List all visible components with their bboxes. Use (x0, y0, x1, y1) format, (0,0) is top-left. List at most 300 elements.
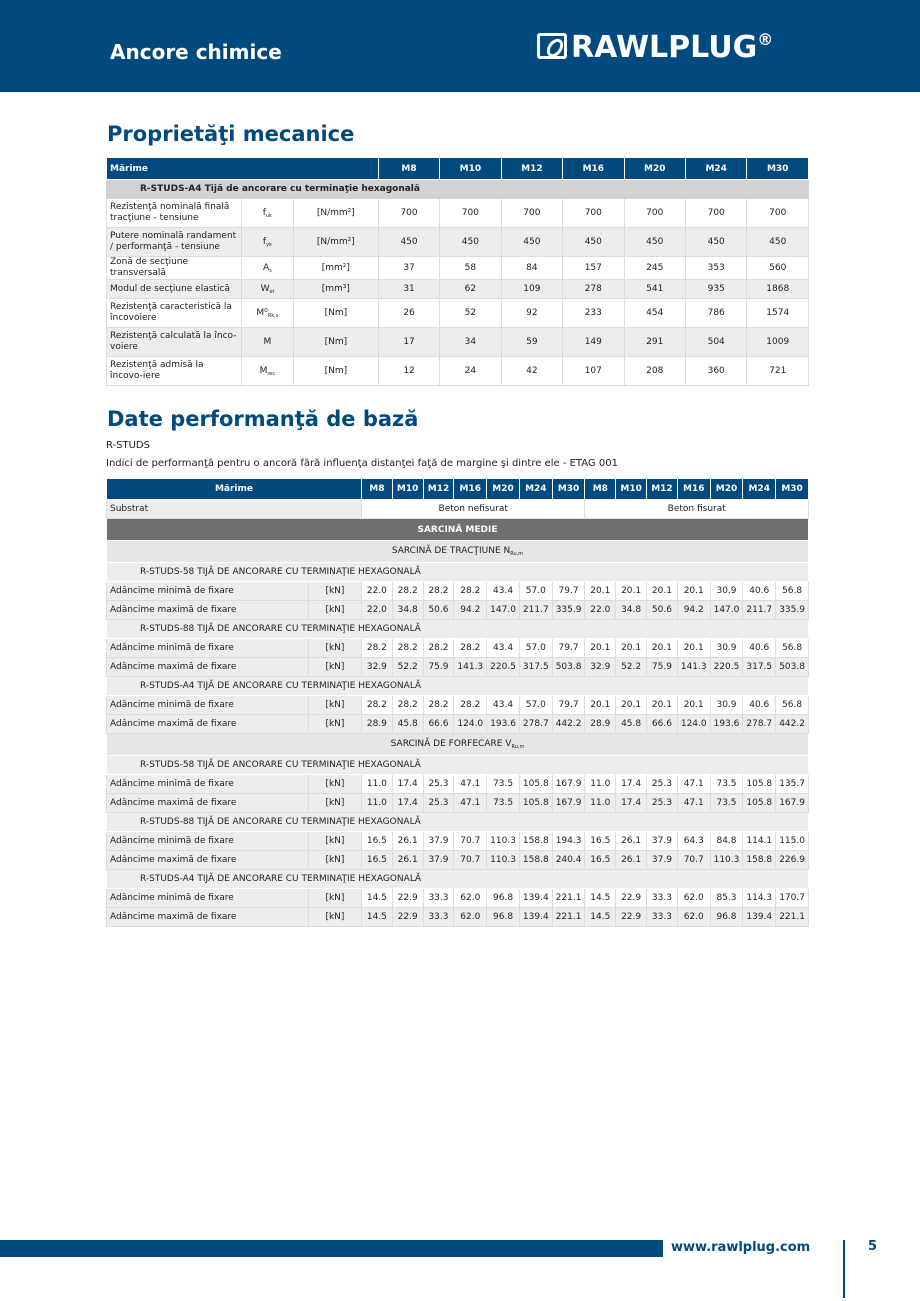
value-cell: 57.0 (519, 639, 552, 658)
size-header: M10 (392, 479, 423, 500)
symbol-main: W (260, 283, 270, 294)
value-cell: 37.9 (647, 851, 678, 870)
value-cell: 26 (378, 299, 439, 328)
footer-url[interactable]: www.rawlplug.com (671, 1240, 811, 1255)
value-cell: 50.6 (423, 601, 454, 620)
value-cell: 62 (440, 280, 501, 299)
size-header: M24 (685, 158, 746, 180)
value-cell: 721 (747, 357, 809, 386)
brand-mark-icon (537, 33, 567, 59)
value-cell: 167.9 (552, 775, 585, 794)
table-row (107, 299, 809, 328)
value-cell: 30.9 (710, 696, 743, 715)
value-cell: 66.6 (423, 715, 454, 734)
value-cell: 450 (501, 228, 562, 257)
section1-title: Proprietăţi mecanice (107, 122, 355, 146)
size-header: M30 (747, 158, 809, 180)
symbol-subscript: s (269, 267, 272, 274)
row-symbol (241, 299, 293, 328)
row-unit: [kN] (308, 715, 361, 734)
data-row (107, 696, 809, 715)
data-row (107, 794, 809, 813)
value-cell: 240.4 (552, 851, 585, 870)
value-cell: 58 (440, 257, 501, 280)
value-cell: 11.0 (362, 775, 393, 794)
value-cell: 208 (624, 357, 685, 386)
symbol-subscript: uk (265, 212, 272, 219)
row-label: Adâncime maximă de fixare (107, 715, 309, 734)
size-header: M24 (519, 479, 552, 500)
row-label: Rezistenţă caracteristică la încovoiere (107, 299, 242, 328)
value-cell: 141.3 (677, 658, 710, 677)
value-cell: 40.6 (743, 639, 776, 658)
value-cell: 450 (440, 228, 501, 257)
footer-bar (0, 1240, 663, 1257)
value-cell: 335.9 (776, 601, 809, 620)
load-section-row (107, 734, 809, 756)
value-cell: 62.0 (677, 889, 710, 908)
value-cell: 442.2 (552, 715, 585, 734)
load-label: SARCINĂ MEDIE (107, 519, 809, 541)
value-cell: 25.3 (423, 794, 454, 813)
row-label: Adâncime maximă de fixare (107, 908, 309, 927)
value-cell: 22.0 (362, 582, 393, 601)
value-cell: 158.8 (519, 851, 552, 870)
row-label: Rezistenţă calculată la înco-voiere (107, 328, 242, 357)
row-label: Adâncime maximă de fixare (107, 601, 309, 620)
row-unit: [Nm] (293, 357, 378, 386)
value-cell: 14.5 (362, 908, 393, 927)
symbol-subscript: yk (265, 241, 272, 248)
value-cell: 33.3 (423, 889, 454, 908)
size-header: M20 (487, 479, 520, 500)
value-cell: 245 (624, 257, 685, 280)
value-cell: 56.8 (776, 582, 809, 601)
value-cell: 14.5 (585, 889, 616, 908)
value-cell: 34.8 (616, 601, 647, 620)
size-header: M12 (501, 158, 562, 180)
row-unit: [N/mm²] (293, 199, 378, 228)
header-label: Mărime (107, 158, 379, 180)
value-cell: 20.1 (677, 696, 710, 715)
value-cell: 28.2 (362, 696, 393, 715)
table-header-row (107, 479, 809, 500)
value-cell: 17.4 (392, 794, 423, 813)
value-cell: 33.3 (647, 908, 678, 927)
value-cell: 139.4 (519, 889, 552, 908)
product-group-name: R-STUDS-A4 TIJĂ DE ANCORARE CU TERMINAŢIE HEXAGONALĂ (107, 870, 809, 889)
row-unit: [kN] (308, 658, 361, 677)
value-cell: 28.2 (392, 639, 423, 658)
value-cell: 124.0 (454, 715, 487, 734)
header-label: Mărime (107, 479, 362, 500)
load-section-subscript: Ru,m (511, 744, 525, 750)
value-cell: 221.1 (552, 889, 585, 908)
value-cell: 37.9 (647, 832, 678, 851)
value-cell: 20.1 (647, 639, 678, 658)
product-group-name: R-STUDS-58 TIJĂ DE ANCORARE CU TERMINAŢIE HEXAGONALĂ (107, 756, 809, 775)
value-cell: 105.8 (519, 775, 552, 794)
brand-logo (537, 30, 773, 65)
value-cell: 14.5 (585, 908, 616, 927)
value-cell: 110.3 (487, 832, 520, 851)
row-unit: [kN] (308, 908, 361, 927)
value-cell: 64.3 (677, 832, 710, 851)
row-label: Rezistenţă admisă la încovo-iere (107, 357, 242, 386)
value-cell: 70.7 (454, 851, 487, 870)
load-section-text: SARCINĂ DE TRACŢIUNE N (391, 546, 511, 556)
value-cell: 33.3 (647, 889, 678, 908)
value-cell: 20.1 (647, 696, 678, 715)
value-cell: 43.4 (487, 696, 520, 715)
value-cell: 34 (440, 328, 501, 357)
value-cell: 52 (440, 299, 501, 328)
row-label: Rezistenţă nominală finală tracţiune - tensiune (107, 199, 242, 228)
value-cell: 220.5 (710, 658, 743, 677)
substrat-uncracked: Beton nefisurat (362, 500, 585, 519)
size-header: M10 (440, 158, 501, 180)
product-group-name: R-STUDS-A4 TIJĂ DE ANCORARE CU TERMINAŢIE HEXAGONALĂ (107, 677, 809, 696)
value-cell: 73.5 (710, 794, 743, 813)
size-header: M20 (624, 158, 685, 180)
value-cell: 16.5 (585, 851, 616, 870)
size-header: M10 (616, 479, 647, 500)
page-number: 5 (868, 1239, 878, 1254)
value-cell: 28.2 (454, 639, 487, 658)
value-cell: 105.8 (519, 794, 552, 813)
value-cell: 115.0 (776, 832, 809, 851)
value-cell: 700 (501, 199, 562, 228)
value-cell: 33.3 (423, 908, 454, 927)
section2-description: Indici de performanţă pentru o ancoră fără influenţa distanţei faţă de margine şi dintre ele - ETAG 001 (106, 458, 618, 469)
value-cell: 450 (563, 228, 624, 257)
size-header: M12 (423, 479, 454, 500)
table-row (107, 357, 809, 386)
value-cell: 37 (378, 257, 439, 280)
load-section-title (107, 734, 809, 756)
size-header: M8 (378, 158, 439, 180)
value-cell: 193.6 (487, 715, 520, 734)
value-cell: 28.2 (362, 639, 393, 658)
row-unit: [kN] (308, 775, 361, 794)
value-cell: 52.2 (616, 658, 647, 677)
value-cell: 17 (378, 328, 439, 357)
value-cell: 73.5 (487, 775, 520, 794)
value-cell: 935 (685, 280, 746, 299)
value-cell: 317.5 (519, 658, 552, 677)
row-symbol (241, 228, 293, 257)
value-cell: 109 (501, 280, 562, 299)
value-cell: 135.7 (776, 775, 809, 794)
symbol-main: f (262, 207, 266, 218)
row-unit: [kN] (308, 696, 361, 715)
value-cell: 503.8 (776, 658, 809, 677)
table-row (107, 199, 809, 228)
value-cell: 17.4 (392, 775, 423, 794)
value-cell: 32.9 (585, 658, 616, 677)
value-cell: 124.0 (677, 715, 710, 734)
row-unit: [N/mm²] (293, 228, 378, 257)
value-cell: 20.1 (616, 639, 647, 658)
product-name: R-STUDS (106, 440, 150, 451)
value-cell: 47.1 (454, 794, 487, 813)
value-cell: 57.0 (519, 582, 552, 601)
value-cell: 52.2 (392, 658, 423, 677)
value-cell: 158.8 (743, 851, 776, 870)
value-cell: 147.0 (710, 601, 743, 620)
value-cell: 96.8 (487, 908, 520, 927)
value-cell: 22.0 (362, 601, 393, 620)
data-row (107, 639, 809, 658)
value-cell: 700 (378, 199, 439, 228)
table-row (107, 328, 809, 357)
substrat-cracked: Beton fisurat (585, 500, 809, 519)
value-cell: 42 (501, 357, 562, 386)
value-cell: 167.9 (552, 794, 585, 813)
row-label: Adâncime minimă de fixare (107, 582, 309, 601)
product-group-row (107, 677, 809, 696)
value-cell: 79.7 (552, 696, 585, 715)
value-cell: 233 (563, 299, 624, 328)
size-header: M16 (454, 479, 487, 500)
data-row (107, 775, 809, 794)
value-cell: 92 (501, 299, 562, 328)
value-cell: 139.4 (519, 908, 552, 927)
row-unit: [mm²] (293, 257, 378, 280)
load-section-text: SARCINĂ DE FORFECARE V (390, 739, 512, 749)
value-cell: 278.7 (519, 715, 552, 734)
value-cell: 149 (563, 328, 624, 357)
substrat-label: Substrat (107, 500, 362, 519)
value-cell: 22.9 (616, 908, 647, 927)
value-cell: 20.1 (677, 639, 710, 658)
value-cell: 194.3 (552, 832, 585, 851)
value-cell: 20.1 (616, 582, 647, 601)
value-cell: 22.9 (392, 908, 423, 927)
substrat-row (107, 500, 809, 519)
value-cell: 57.0 (519, 696, 552, 715)
brand-name: RAWLPLUG (571, 30, 758, 65)
value-cell: 317.5 (743, 658, 776, 677)
product-subheader: R-STUDS-A4 Tijă de ancorare cu terminaţie hexagonală (107, 180, 809, 199)
value-cell: 541 (624, 280, 685, 299)
value-cell: 454 (624, 299, 685, 328)
value-cell: 26.1 (616, 851, 647, 870)
value-cell: 139.4 (743, 908, 776, 927)
value-cell: 503.8 (552, 658, 585, 677)
row-unit: [kN] (308, 794, 361, 813)
load-type-row (107, 519, 809, 541)
value-cell: 211.7 (743, 601, 776, 620)
value-cell: 25.3 (647, 775, 678, 794)
row-symbol (241, 328, 293, 357)
table-row (107, 228, 809, 257)
value-cell: 22.9 (392, 889, 423, 908)
row-symbol (241, 199, 293, 228)
value-cell: 12 (378, 357, 439, 386)
value-cell: 70.7 (677, 851, 710, 870)
load-section-subscript: Ru,m (510, 551, 524, 557)
value-cell: 47.1 (677, 775, 710, 794)
value-cell: 96.8 (710, 908, 743, 927)
product-group-row (107, 813, 809, 832)
page-header (0, 0, 920, 92)
value-cell: 84 (501, 257, 562, 280)
row-label: Adâncime maximă de fixare (107, 794, 309, 813)
value-cell: 700 (624, 199, 685, 228)
symbol-main: A (262, 262, 270, 273)
value-cell: 141.3 (454, 658, 487, 677)
size-header: M30 (552, 479, 585, 500)
row-label: Modul de secţiune elastică (107, 280, 242, 299)
row-unit: [kN] (308, 601, 361, 620)
value-cell: 31 (378, 280, 439, 299)
value-cell: 16.5 (585, 832, 616, 851)
row-label: Adâncime minimă de fixare (107, 889, 309, 908)
value-cell: 11.0 (362, 794, 393, 813)
value-cell: 62.0 (454, 908, 487, 927)
row-label: Adâncime maximă de fixare (107, 658, 309, 677)
load-section-row (107, 541, 809, 563)
value-cell: 96.8 (487, 889, 520, 908)
product-group-row (107, 756, 809, 775)
data-row (107, 601, 809, 620)
data-row (107, 908, 809, 927)
value-cell: 20.1 (585, 639, 616, 658)
product-group-row (107, 870, 809, 889)
value-cell: 28.9 (362, 715, 393, 734)
value-cell: 110.3 (710, 851, 743, 870)
data-row (107, 851, 809, 870)
value-cell: 226.9 (776, 851, 809, 870)
size-header: M8 (362, 479, 393, 500)
value-cell: 16.5 (362, 832, 393, 851)
value-cell: 45.8 (616, 715, 647, 734)
footer-divider (843, 1240, 845, 1298)
value-cell: 62.0 (677, 908, 710, 927)
table-subheader-row (107, 180, 809, 199)
value-cell: 221.1 (552, 908, 585, 927)
size-header: M20 (710, 479, 743, 500)
value-cell: 278.7 (743, 715, 776, 734)
value-cell: 20.1 (647, 582, 678, 601)
value-cell: 700 (563, 199, 624, 228)
registered-mark: ® (757, 30, 774, 49)
value-cell: 278 (563, 280, 624, 299)
value-cell: 59 (501, 328, 562, 357)
value-cell: 28.2 (454, 696, 487, 715)
value-cell: 442.2 (776, 715, 809, 734)
size-header: M30 (776, 479, 809, 500)
value-cell: 75.9 (423, 658, 454, 677)
value-cell: 700 (685, 199, 746, 228)
value-cell: 37.9 (423, 851, 454, 870)
value-cell: 25.3 (423, 775, 454, 794)
symbol-subscript: Rk,s (267, 312, 279, 319)
row-label: Adâncime minimă de fixare (107, 832, 309, 851)
value-cell: 107 (563, 357, 624, 386)
data-row (107, 715, 809, 734)
value-cell: 70.7 (454, 832, 487, 851)
row-label: Adâncime minimă de fixare (107, 696, 309, 715)
value-cell: 353 (685, 257, 746, 280)
value-cell: 786 (685, 299, 746, 328)
value-cell: 30.9 (710, 582, 743, 601)
size-header: M24 (743, 479, 776, 500)
value-cell: 34.8 (392, 601, 423, 620)
value-cell: 28.2 (454, 582, 487, 601)
value-cell: 28.2 (423, 582, 454, 601)
value-cell: 26.1 (392, 851, 423, 870)
value-cell: 28.2 (392, 582, 423, 601)
value-cell: 20.1 (585, 582, 616, 601)
value-cell: 11.0 (585, 775, 616, 794)
row-unit: [kN] (308, 582, 361, 601)
table-row (107, 257, 809, 280)
value-cell: 28.2 (423, 696, 454, 715)
value-cell: 560 (747, 257, 809, 280)
value-cell: 40.6 (743, 696, 776, 715)
product-group-name: R-STUDS-58 TIJĂ DE ANCORARE CU TERMINAŢIE HEXAGONALĂ (107, 563, 809, 582)
row-label: Zonă de secţiune transversală (107, 257, 242, 280)
value-cell: 47.1 (454, 775, 487, 794)
row-label: Adâncime minimă de fixare (107, 639, 309, 658)
value-cell: 450 (378, 228, 439, 257)
table-header-row (107, 158, 809, 180)
value-cell: 700 (440, 199, 501, 228)
symbol-main: f (262, 236, 266, 247)
value-cell: 28.9 (585, 715, 616, 734)
value-cell: 110.3 (487, 851, 520, 870)
row-label: Adâncime minimă de fixare (107, 775, 309, 794)
value-cell: 66.6 (647, 715, 678, 734)
performance-table (106, 478, 809, 927)
value-cell: 24 (440, 357, 501, 386)
row-unit: [mm³] (293, 280, 378, 299)
symbol-subscript: el (269, 288, 275, 295)
data-row (107, 832, 809, 851)
row-unit: [kN] (308, 851, 361, 870)
symbol-main: M (263, 337, 272, 347)
row-unit: [kN] (308, 889, 361, 908)
symbol-main: M⁰ (256, 307, 268, 318)
value-cell: 157 (563, 257, 624, 280)
value-cell: 22.9 (616, 889, 647, 908)
value-cell: 26.1 (392, 832, 423, 851)
size-header: M16 (563, 158, 624, 180)
value-cell: 73.5 (487, 794, 520, 813)
value-cell: 335.9 (552, 601, 585, 620)
value-cell: 14.5 (362, 889, 393, 908)
header-title: Ancore chimice (110, 40, 282, 64)
value-cell: 17.4 (616, 775, 647, 794)
value-cell: 114.1 (743, 832, 776, 851)
product-group-name: R-STUDS-88 TIJĂ DE ANCORARE CU TERMINAŢIE HEXAGONALĂ (107, 620, 809, 639)
value-cell: 32.9 (362, 658, 393, 677)
value-cell: 700 (747, 199, 809, 228)
value-cell: 56.8 (776, 696, 809, 715)
value-cell: 25.3 (647, 794, 678, 813)
value-cell: 1868 (747, 280, 809, 299)
value-cell: 26.1 (616, 832, 647, 851)
section2-title: Date performanţă de bază (107, 407, 419, 431)
row-label: Adâncime maximă de fixare (107, 851, 309, 870)
value-cell: 193.6 (710, 715, 743, 734)
size-header: M12 (647, 479, 678, 500)
data-row (107, 582, 809, 601)
product-group-row (107, 620, 809, 639)
value-cell: 105.8 (743, 794, 776, 813)
